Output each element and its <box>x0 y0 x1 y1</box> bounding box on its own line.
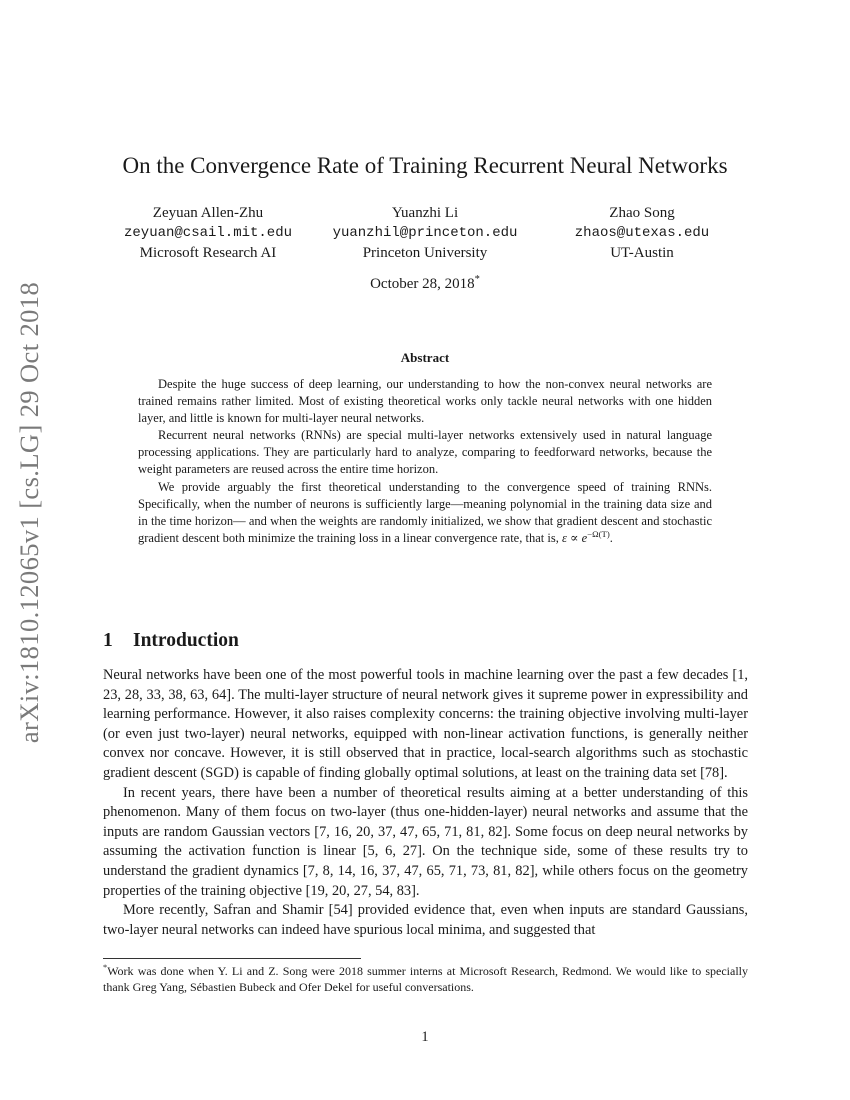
formula-end: . <box>609 530 613 545</box>
date-footnote-mark: * <box>474 274 480 285</box>
page-number: 1 <box>421 1029 429 1045</box>
author-affiliation: Princeton University <box>362 245 488 261</box>
author-name: Zeyuan Allen-Zhu <box>152 205 264 221</box>
section-heading <box>103 630 239 652</box>
abstract-paragraph: Despite the huge success of deep learning, our understanding to how the non-convex neural networks are trained remains rather limited. Most of existing theoretical works only tackle neural networks with one hidden layer, and little is known for multi-layer neural networks. <box>138 377 712 426</box>
body-paragraph: More recently, Safran and Shamir [54] provided evidence that, even when inputs are standard Gaussians, two-layer neural networks can indeed have spurious local minima, and suggested that <box>103 902 748 938</box>
body-paragraph: In recent years, there have been a number of theoretical results aiming at a better understanding of this phenomenon. Many of them focus on two-layer (thus one-hidden-layer) neural networks and assume that the inputs are random Gaussian vectors [7, 16, 20, 37, 47, 65, 71, 81, 82]. Some focus on deep neural networks by assuming the activation function is linear [5, 6, 27]. On the technique side, some of these results try to understand the gradient dynamics [7, 8, 14, 16, 37, 47, 65, 71, 73, 81, 82], while others focus on the geometry properties of the training objective [19, 20, 27, 54, 83]. <box>103 784 748 899</box>
formula-base: ε ∝ e <box>561 530 588 545</box>
author-name: Yuanzhi Li <box>391 205 459 221</box>
footnote-mark: * <box>103 963 108 972</box>
author-email: yuanzhil@princeton.edu <box>332 225 518 241</box>
paper-title: On the Convergence Rate of Training Recurrent Neural Networks <box>122 153 728 178</box>
abstract-paragraph: Recurrent neural networks (RNNs) are special multi-layer networks extensively used in natural language processing applications. They are particularly hard to analyze, comparing to feedforward networks, because the weight parameters are reused across the entire time horizon. <box>138 428 712 477</box>
formula-exponent: −Ω(T) <box>587 528 610 539</box>
publication-date <box>0 276 850 293</box>
body-paragraph: Neural networks have been one of the most powerful tools in machine learning over the past a few decades [1, 23, 28, 33, 38, 63, 64]. The multi-layer structure of neural network gives it supreme power in expressibility and learning performance. However, it also raises complexity concerns: the training objective involving multi-layer (or even just two-layer) neural networks, equipped with non-linear activation functions, is generally neither convex nor concave. However, it is still observed that in practice, local-search algorithms such as stochastic gradient descent (SGD) is capable of finding globally optimal solutions, at least on the training data set [78]. <box>103 667 748 781</box>
section-title: Introduction <box>133 630 239 651</box>
author-affiliation: Microsoft Research AI <box>139 245 277 261</box>
date-text: October 28, 2018 <box>370 276 475 292</box>
footnote-rule <box>103 958 361 959</box>
abstract-heading: Abstract <box>400 350 450 365</box>
footnote-text: Work was done when Y. Li and Z. Song were 2018 summer interns at Microsoft Research, Redmond. We would like to specially thank Greg Yang, Sébastien Bubeck and Ofer Dekel for useful conversations. <box>103 964 748 994</box>
author-email: zeyuan@csail.mit.edu <box>123 225 293 241</box>
author-name: Zhao Song <box>609 205 675 221</box>
arxiv-id: arXiv:1810.12065v1 [cs.LG] 29 Oct 2018 <box>14 281 45 743</box>
section-body <box>103 666 748 940</box>
author-block-2 <box>310 203 540 263</box>
footnote <box>103 964 748 995</box>
author-email: zhaos@utexas.edu <box>574 225 710 241</box>
section-number: 1 <box>103 630 113 651</box>
author-block-1 <box>93 203 323 263</box>
author-block-3 <box>527 203 757 263</box>
author-affiliation: UT-Austin <box>610 245 674 261</box>
abstract-paragraph <box>138 479 712 547</box>
abstract-body <box>138 376 712 547</box>
arxiv-stamp <box>8 262 52 762</box>
abstract-paragraph-text: We provide arguably the first theoretical understanding to the convergence speed of training RNNs. Specifically, when the number of neurons is sufficiently large—meaning polynomial in the training data size and in the time horizon— and when the weights are randomly initialized, we show that gradient descent and stochastic gradient descent both minimize the training loss in a linear convergence rate, that is, <box>138 479 712 545</box>
